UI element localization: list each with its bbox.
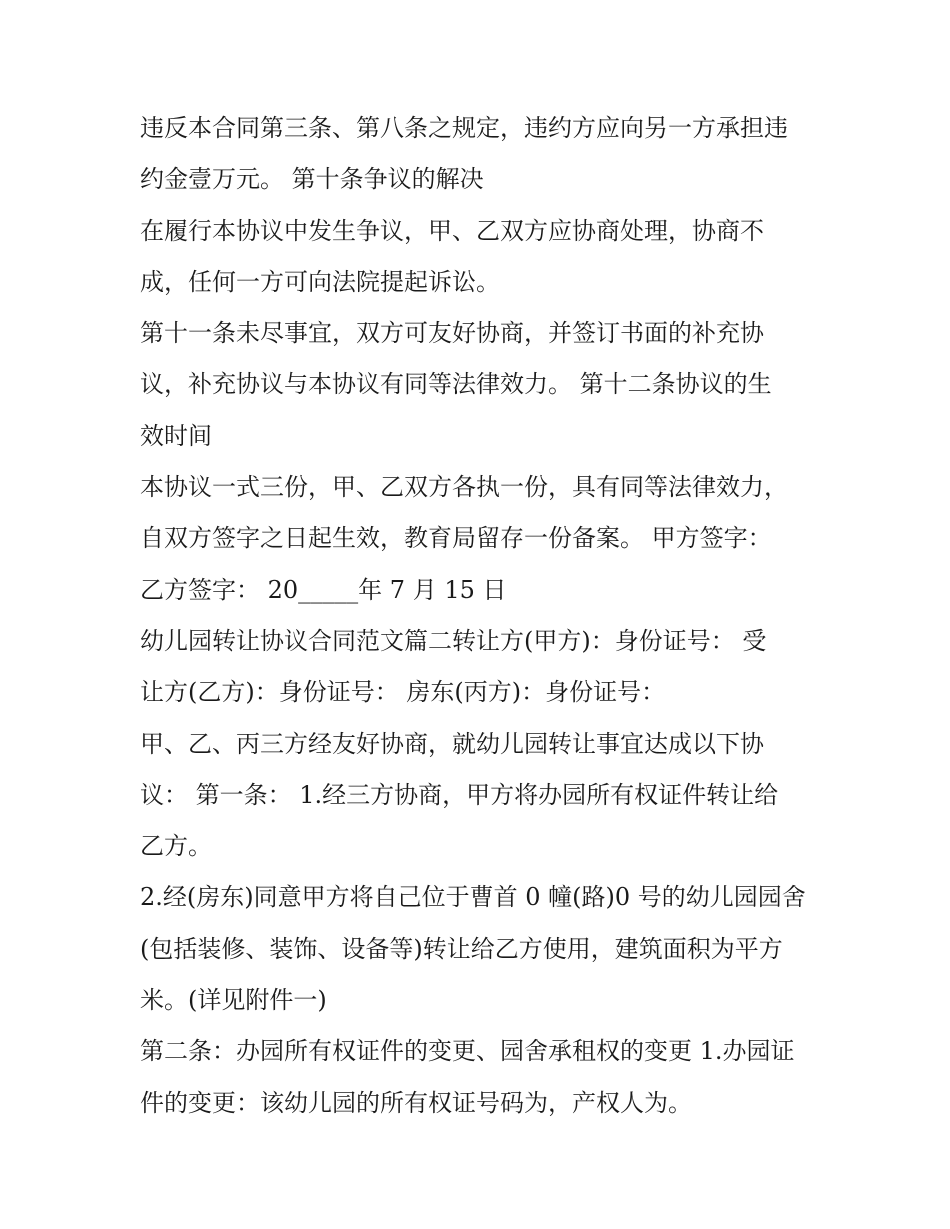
- text-line: 议： 第一条： 1.经三方协商，甲方将办园所有权证件转让给: [140, 780, 779, 809]
- text-line: (包括装修、装饰、设备等)转让给乙方使用，建筑面积为平方: [140, 934, 783, 963]
- text-line: 乙方。: [140, 832, 212, 861]
- text-line: 第十一条未尽事宜，双方可友好协商，并签订书面的补充协: [140, 319, 764, 348]
- document-body: [140, 103, 820, 1129]
- text-line: 让方(乙方)：身份证号： 房东(丙方)：身份证号：: [140, 678, 666, 707]
- text-line: 件的变更：该幼儿园的所有权证号码为，产权人为。: [140, 1088, 692, 1117]
- text-line: 违反本合同第三条、第八条之规定，违约方应向另一方承担违: [140, 114, 788, 142]
- text-line: 乙方签字： 20_____年 7 月 15 日: [140, 575, 507, 604]
- text-line: 幼儿园转让协议合同范文篇二转让方(甲方)：身份证号： 受: [140, 626, 767, 655]
- text-line: 在履行本协议中发生争议，甲、乙双方应协商处理，协商不: [140, 216, 764, 245]
- text-line: 效时间: [140, 421, 212, 450]
- text-line: 米。(详见附件一): [140, 986, 327, 1015]
- text-line: 本协议一式三份，甲、乙双方各执一份，具有同等法律效力，: [140, 473, 788, 502]
- text-line: 约金壹万元。 第十条争议的解决: [140, 165, 484, 194]
- text-line: 自双方签字之日起生效，教育局留存一份备案。 甲方签字：: [140, 524, 772, 553]
- text-line: 议，补充协议与本协议有同等法律效力。 第十二条协议的生: [140, 370, 772, 399]
- text-line: 第二条：办园所有权证件的变更、园舍承租权的变更 1.办园证: [140, 1037, 795, 1066]
- text-line: 甲、乙、丙三方经友好协商，就幼儿园转让事宜达成以下协: [140, 729, 764, 758]
- text-line: 成，任何一方可向法院提起诉讼。: [140, 267, 500, 296]
- text-line: 2.经(房东)同意甲方将自己位于曹首 0 幢(路)0 号的幼儿园园舍: [140, 883, 806, 912]
